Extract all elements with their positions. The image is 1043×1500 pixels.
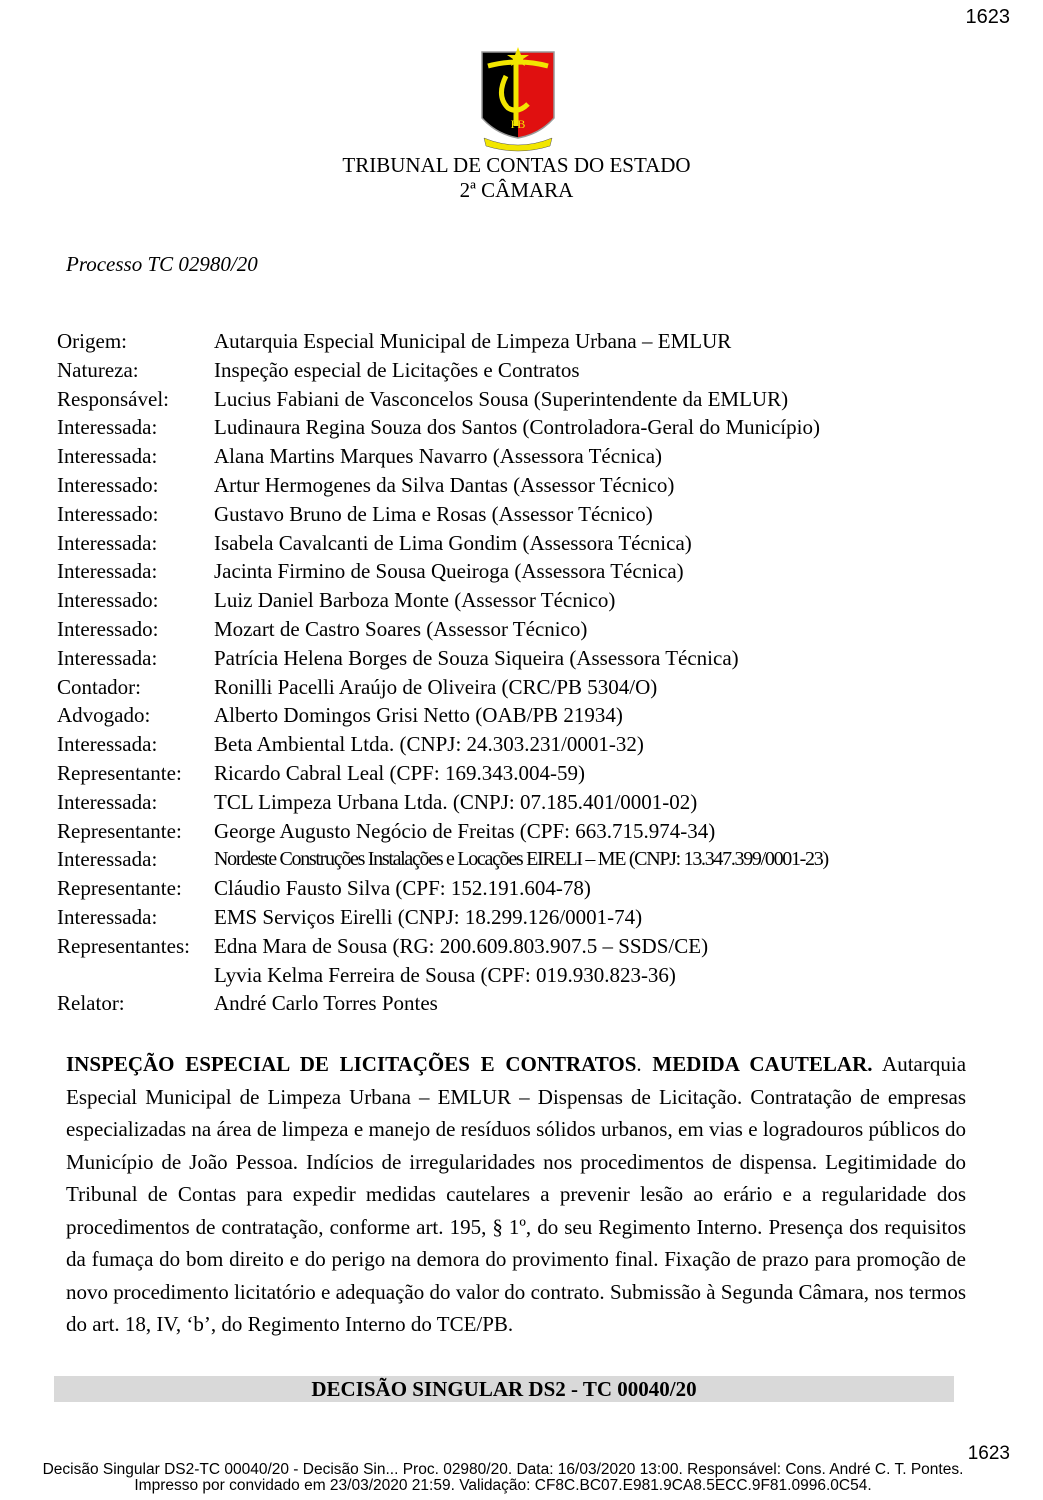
party-name: Alberto Domingos Grisi Netto (OAB/PB 21934) bbox=[214, 703, 623, 728]
party-role: Origem: bbox=[57, 329, 127, 353]
party-name: Ricardo Cabral Leal (CPF: 169.343.004-59) bbox=[214, 760, 585, 785]
ementa-separator: . bbox=[636, 1052, 653, 1076]
party-role: Interessada: bbox=[57, 732, 158, 757]
party-name: Nordeste Construções Instalações e Locações EIRELI – ME (CNPJ: 13.347.399/0001-23) bbox=[214, 848, 828, 871]
party-row bbox=[57, 845, 828, 874]
party-row bbox=[57, 932, 828, 961]
party-row bbox=[57, 903, 828, 932]
party-row bbox=[57, 788, 828, 817]
party-row bbox=[57, 989, 828, 1018]
tce-pb-coat-of-arms-logo bbox=[478, 46, 558, 154]
party-name: Inspeção especial de Licitações e Contratos bbox=[214, 357, 580, 382]
party-row bbox=[57, 327, 828, 356]
party-row bbox=[57, 673, 828, 702]
party-role: Interessada: bbox=[57, 444, 158, 469]
party-name: Lyvia Kelma Ferreira de Sousa (CPF: 019.930.823-36) bbox=[214, 962, 676, 987]
party-row bbox=[57, 586, 828, 615]
party-row bbox=[57, 471, 828, 500]
parties-list bbox=[57, 327, 828, 1018]
party-role: Interessada: bbox=[57, 559, 158, 584]
process-number: Processo TC 02980/20 bbox=[66, 252, 258, 276]
party-row bbox=[57, 356, 828, 385]
party-role: Responsável: bbox=[57, 386, 169, 411]
ementa-heading-1: INSPEÇÃO ESPECIAL DE LICITAÇÕES E CONTRATOS bbox=[66, 1052, 637, 1076]
party-role: Representante: bbox=[57, 818, 182, 843]
party-name: Luiz Daniel Barboza Monte (Assessor Técnico) bbox=[214, 588, 616, 613]
party-role: Interessada: bbox=[57, 415, 158, 440]
party-row bbox=[57, 529, 828, 558]
party-role: Interessado: bbox=[57, 616, 159, 641]
party-name: André Carlo Torres Pontes bbox=[214, 991, 438, 1016]
party-name: Edna Mara de Sousa (RG: 200.609.803.907.5 – SSDS/CE) bbox=[214, 933, 709, 958]
party-role: Interessado: bbox=[57, 588, 159, 613]
party-role: Interessada: bbox=[57, 904, 158, 929]
party-row bbox=[57, 385, 828, 414]
party-name: Jacinta Firmino de Sousa Queiroga (Assessora Técnica) bbox=[214, 559, 684, 584]
party-name: Patrícia Helena Borges de Souza Siqueira (Assessora Técnica) bbox=[214, 645, 739, 670]
party-role bbox=[57, 961, 214, 990]
party-role: Representantes: bbox=[57, 933, 190, 958]
footer-line-1: Decisão Singular DS2-TC 00040/20 - Decisão Sin... Proc. 02980/20. Data: 16/03/2020 13:00. Responsável: Cons. André C. T. Pontes. bbox=[42, 1461, 964, 1478]
party-role: Interessada: bbox=[57, 789, 158, 814]
page-number-bottom: 1623 bbox=[967, 1443, 1010, 1464]
party-name: Alana Martins Marques Navarro (Assessora Técnica) bbox=[214, 444, 663, 469]
party-name: Lucius Fabiani de Vasconcelos Sousa (Superintendente da EMLUR) bbox=[214, 386, 789, 411]
party-row bbox=[57, 557, 828, 586]
ementa-text: Autarquia Especial Municipal de Limpeza Urbana – EMLUR – Dispensas de Licitação. Contratação de empresas especializadas na área de limpeza e manejo de resíduos sólidos urbanos, em vias e logradouros públicos do Município de João Pessoa. Indícios de irregularidades nos procedimentos de dispensa. Legitimidade do Tribunal de Contas para expedir medidas cautelares a prevenir lesão ao erário e a regularidade dos procedimentos de contratação, conforme art. 195, § 1º, do seu Regimento Interno. Presença dos requisitos da fumaça do bom direito e do perigo na demora do provimento final. Fixação de prazo para promoção de novo procedimento licitatório e adequação do valor do contrato. Submissão à Segunda Câmara, nos termos do art. 18, IV, ‘b’, do Regimento Interno do TCE/PB. bbox=[66, 1052, 967, 1336]
party-name: TCL Limpeza Urbana Ltda. (CNPJ: 07.185.401/0001-02) bbox=[214, 789, 698, 814]
party-role: Interessado: bbox=[57, 472, 159, 497]
footer-line-2: Impresso por convidado em 23/03/2020 21:59. Validação: CF8C.BC07.E981.9CA8.5ECC.9F81.0996.0C54. bbox=[134, 1477, 872, 1494]
party-name: Ludinaura Regina Souza dos Santos (Controladora-Geral do Município) bbox=[214, 415, 820, 440]
party-role: Interessada: bbox=[57, 645, 158, 670]
party-row bbox=[57, 759, 828, 788]
party-row bbox=[57, 442, 828, 471]
party-row bbox=[57, 644, 828, 673]
party-name: Ronilli Pacelli Araújo de Oliveira (CRC/PB 5304/O) bbox=[214, 674, 658, 699]
court-name: TRIBUNAL DE CONTAS DO ESTADO bbox=[342, 153, 691, 177]
party-row bbox=[57, 874, 828, 903]
decision-title: DECISÃO SINGULAR DS2 - TC 00040/20 bbox=[54, 1376, 954, 1402]
party-row bbox=[57, 817, 828, 846]
party-row bbox=[57, 500, 828, 529]
party-name: Artur Hermogenes da Silva Dantas (Assessor Técnico) bbox=[214, 472, 675, 497]
party-name: Cláudio Fausto Silva (CPF: 152.191.604-78) bbox=[214, 876, 591, 901]
party-name: Beta Ambiental Ltda. (CNPJ: 24.303.231/0001-32) bbox=[214, 732, 644, 757]
party-role: Representante: bbox=[57, 760, 182, 785]
party-row bbox=[57, 730, 828, 759]
party-row bbox=[57, 413, 828, 442]
party-row bbox=[57, 961, 828, 990]
party-role: Contador: bbox=[57, 674, 141, 699]
party-name: Gustavo Bruno de Lima e Rosas (Assessor Técnico) bbox=[214, 501, 653, 526]
party-name: Isabela Cavalcanti de Lima Gondim (Assessora Técnica) bbox=[214, 530, 692, 555]
svg-text:PB: PB bbox=[510, 117, 526, 131]
ementa-heading-2: MEDIDA CAUTELAR. bbox=[652, 1052, 873, 1076]
party-name: Autarquia Especial Municipal de Limpeza Urbana – EMLUR bbox=[214, 329, 732, 353]
party-name: EMS Serviços Eirelli (CNPJ: 18.299.126/0001-74) bbox=[214, 904, 643, 929]
party-row bbox=[57, 701, 828, 730]
page-number-top: 1623 bbox=[965, 6, 1010, 28]
party-name: George Augusto Negócio de Freitas (CPF: 663.715.974-34) bbox=[214, 818, 716, 843]
party-row bbox=[57, 615, 828, 644]
ementa-summary bbox=[66, 1048, 966, 1341]
party-role: Relator: bbox=[57, 991, 125, 1016]
party-role: Interessada: bbox=[57, 530, 158, 555]
party-role: Advogado: bbox=[57, 703, 151, 728]
chamber-name: 2ª CÂMARA bbox=[459, 178, 574, 202]
party-role: Natureza: bbox=[57, 357, 139, 382]
party-role: Interessado: bbox=[57, 501, 159, 526]
party-role: Interessada: bbox=[57, 847, 158, 872]
party-role: Representante: bbox=[57, 876, 182, 901]
party-name: Mozart de Castro Soares (Assessor Técnico) bbox=[214, 616, 588, 641]
